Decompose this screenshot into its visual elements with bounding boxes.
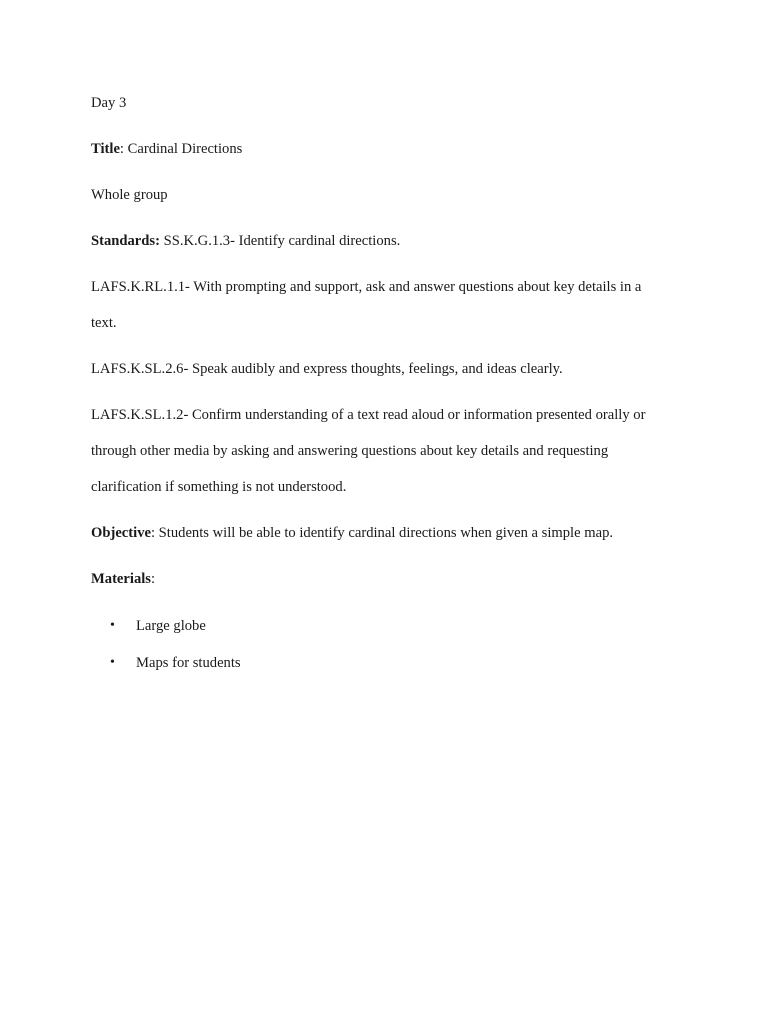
objective-label: Objective	[91, 525, 151, 541]
title-line	[91, 140, 242, 158]
standard-rl-line-2: text.	[91, 315, 117, 331]
standard-sl26: LAFS.K.SL.2.6- Speak audibly and express thoughts, feelings, and ideas clearly.	[91, 361, 563, 377]
standards-value: SS.K.G.1.3- Identify cardinal directions.	[159, 233, 401, 249]
material-item-label: Large globe	[136, 618, 206, 634]
standard-sl12-line-3: clarification if something is not understood.	[91, 479, 347, 495]
materials-label: Materials	[91, 571, 151, 587]
standard-sl12-line-1: LAFS.K.SL.1.2- Confirm understanding of a text read aloud or information presented orally or	[91, 407, 646, 423]
day-label: Day 3	[91, 95, 127, 111]
materials-heading	[91, 570, 155, 588]
title-value: Cardinal Directions	[127, 141, 243, 157]
grouping-text: Whole group	[91, 187, 168, 203]
title-label: Title	[91, 141, 120, 157]
standard-rl-line-1: LAFS.K.RL.1.1- With prompting and support, ask and answer questions about key details in a	[91, 279, 642, 295]
title-separator: :	[119, 141, 128, 157]
standards-line	[91, 232, 400, 250]
material-item-label: Maps for students	[136, 655, 241, 671]
bullet-icon: •	[110, 618, 115, 633]
standard-sl12-line-2: through other media by asking and answering questions about key details and requesting	[91, 443, 609, 459]
objective-value: : Students will be able to identify cardinal directions when given a simple map.	[150, 525, 614, 541]
objective-line	[91, 524, 613, 542]
standards-label: Standards:	[91, 233, 160, 249]
bullet-icon: •	[110, 655, 115, 670]
materials-separator: :	[150, 571, 156, 587]
